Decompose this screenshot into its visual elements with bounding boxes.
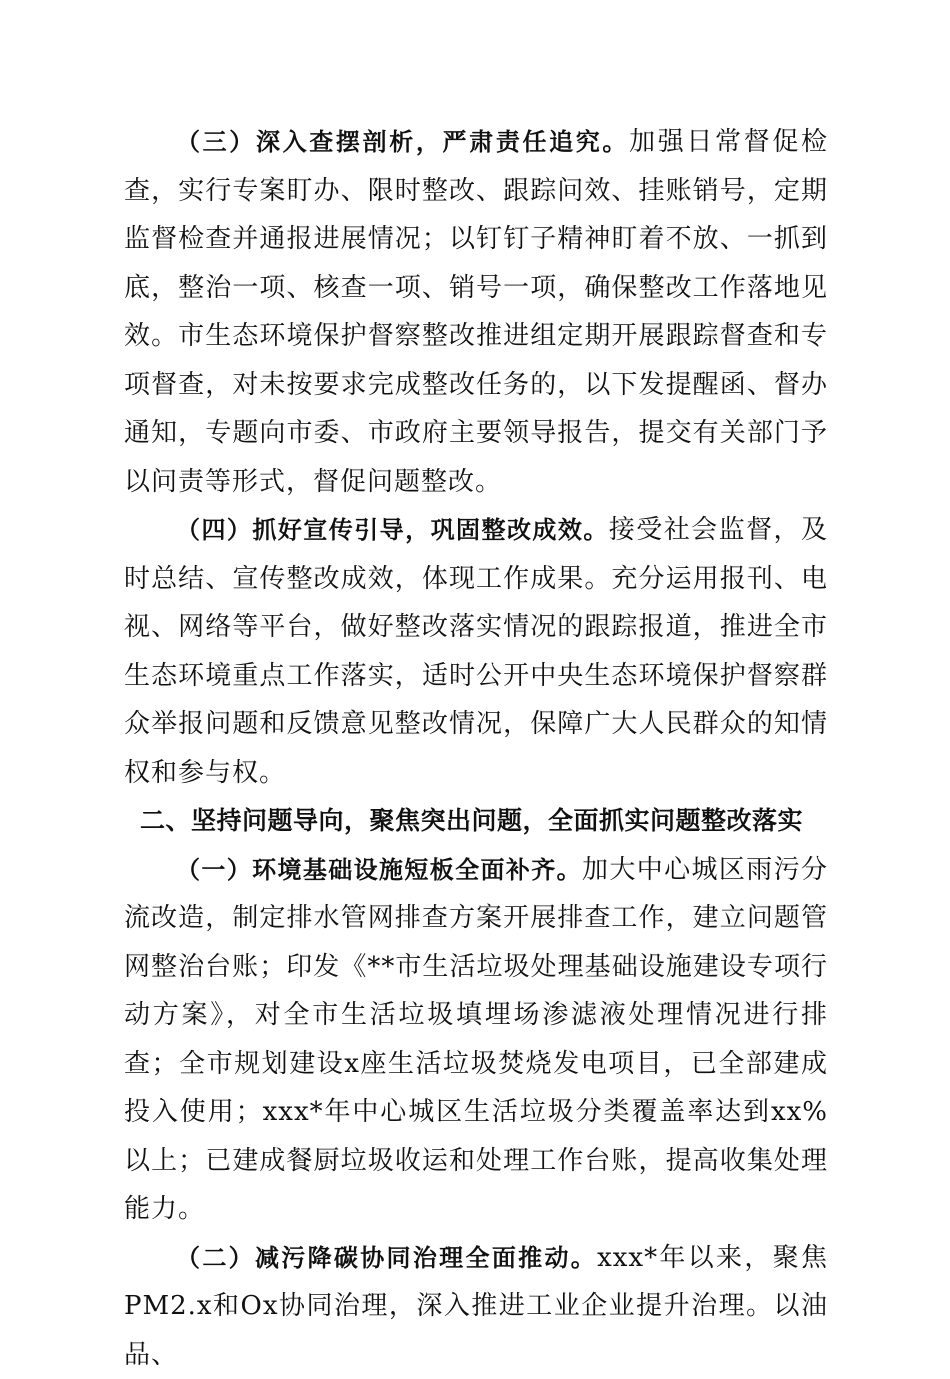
- paragraph-text: 加强日常督促检查，实行专案盯办、限时整改、跟踪问效、挂账销号，定期监督检查并通报进展情况；以钉钉子精神盯着不放、一抓到底，整治一项、核查一项、销号一项，确保整改工作落地见效。市生态环境保护督察整改推进组定期开展跟踪督查和专项督查，对未按要求完成整改任务的，以下发提醒函、督办通知，专题向市委、市政府主要领导报告，提交有关部门予以问责等形式，督促问题整改。: [124, 127, 828, 497]
- paragraph-three: [124, 118, 828, 506]
- document-body: [124, 118, 828, 1379]
- paragraph-lead: （四）抓好宣传引导，巩固整改成效。: [176, 516, 609, 544]
- paragraph-text: 加大中心城区雨污分流改造，制定排水管网排查方案开展排查工作，建立问题管网整治台账；印发《**市生活垃圾处理基础设施建设专项行动方案》，对全市生活垃圾填埋场渗滤液处理情况进行排查；全市规划建设x座生活垃圾焚烧发电项目，已全部建成投入使用；xxx*年中心城区生活垃圾分类覆盖率达到xx%以上；已建成餐厨垃圾收运和处理工作台账，提高收集处理能力。: [124, 855, 828, 1225]
- paragraph-lead: （二）减污降碳协同治理全面推动。: [176, 1244, 597, 1272]
- paragraph-lead: （一）环境基础设施短板全面补齐。: [176, 856, 582, 884]
- paragraph-four: [124, 506, 828, 797]
- paragraph-text: xxx*年以来，聚焦PM2.x和Ox协同治理，深入推进工业企业提升治理。以油品、: [124, 1243, 828, 1370]
- paragraph-lead: （三）深入查摆剖析，严肃责任追究。: [176, 128, 629, 156]
- paragraph-section-two: [124, 1234, 828, 1379]
- paragraph-text: 接受社会监督，及时总结、宣传整改成效，体现工作成果。充分运用报刊、电视、网络等平台，做好整改落实情况的跟踪报道，推进全市生态环境重点工作落实，适时公开中央生态环境保护督察群众举报问题和反馈意见整改情况，保障广大人民群众的知情权和参与权。: [124, 515, 828, 788]
- section-heading: 二、坚持问题导向，聚焦突出问题，全面抓实问题整改落实: [124, 797, 828, 846]
- paragraph-section-one: [124, 846, 828, 1234]
